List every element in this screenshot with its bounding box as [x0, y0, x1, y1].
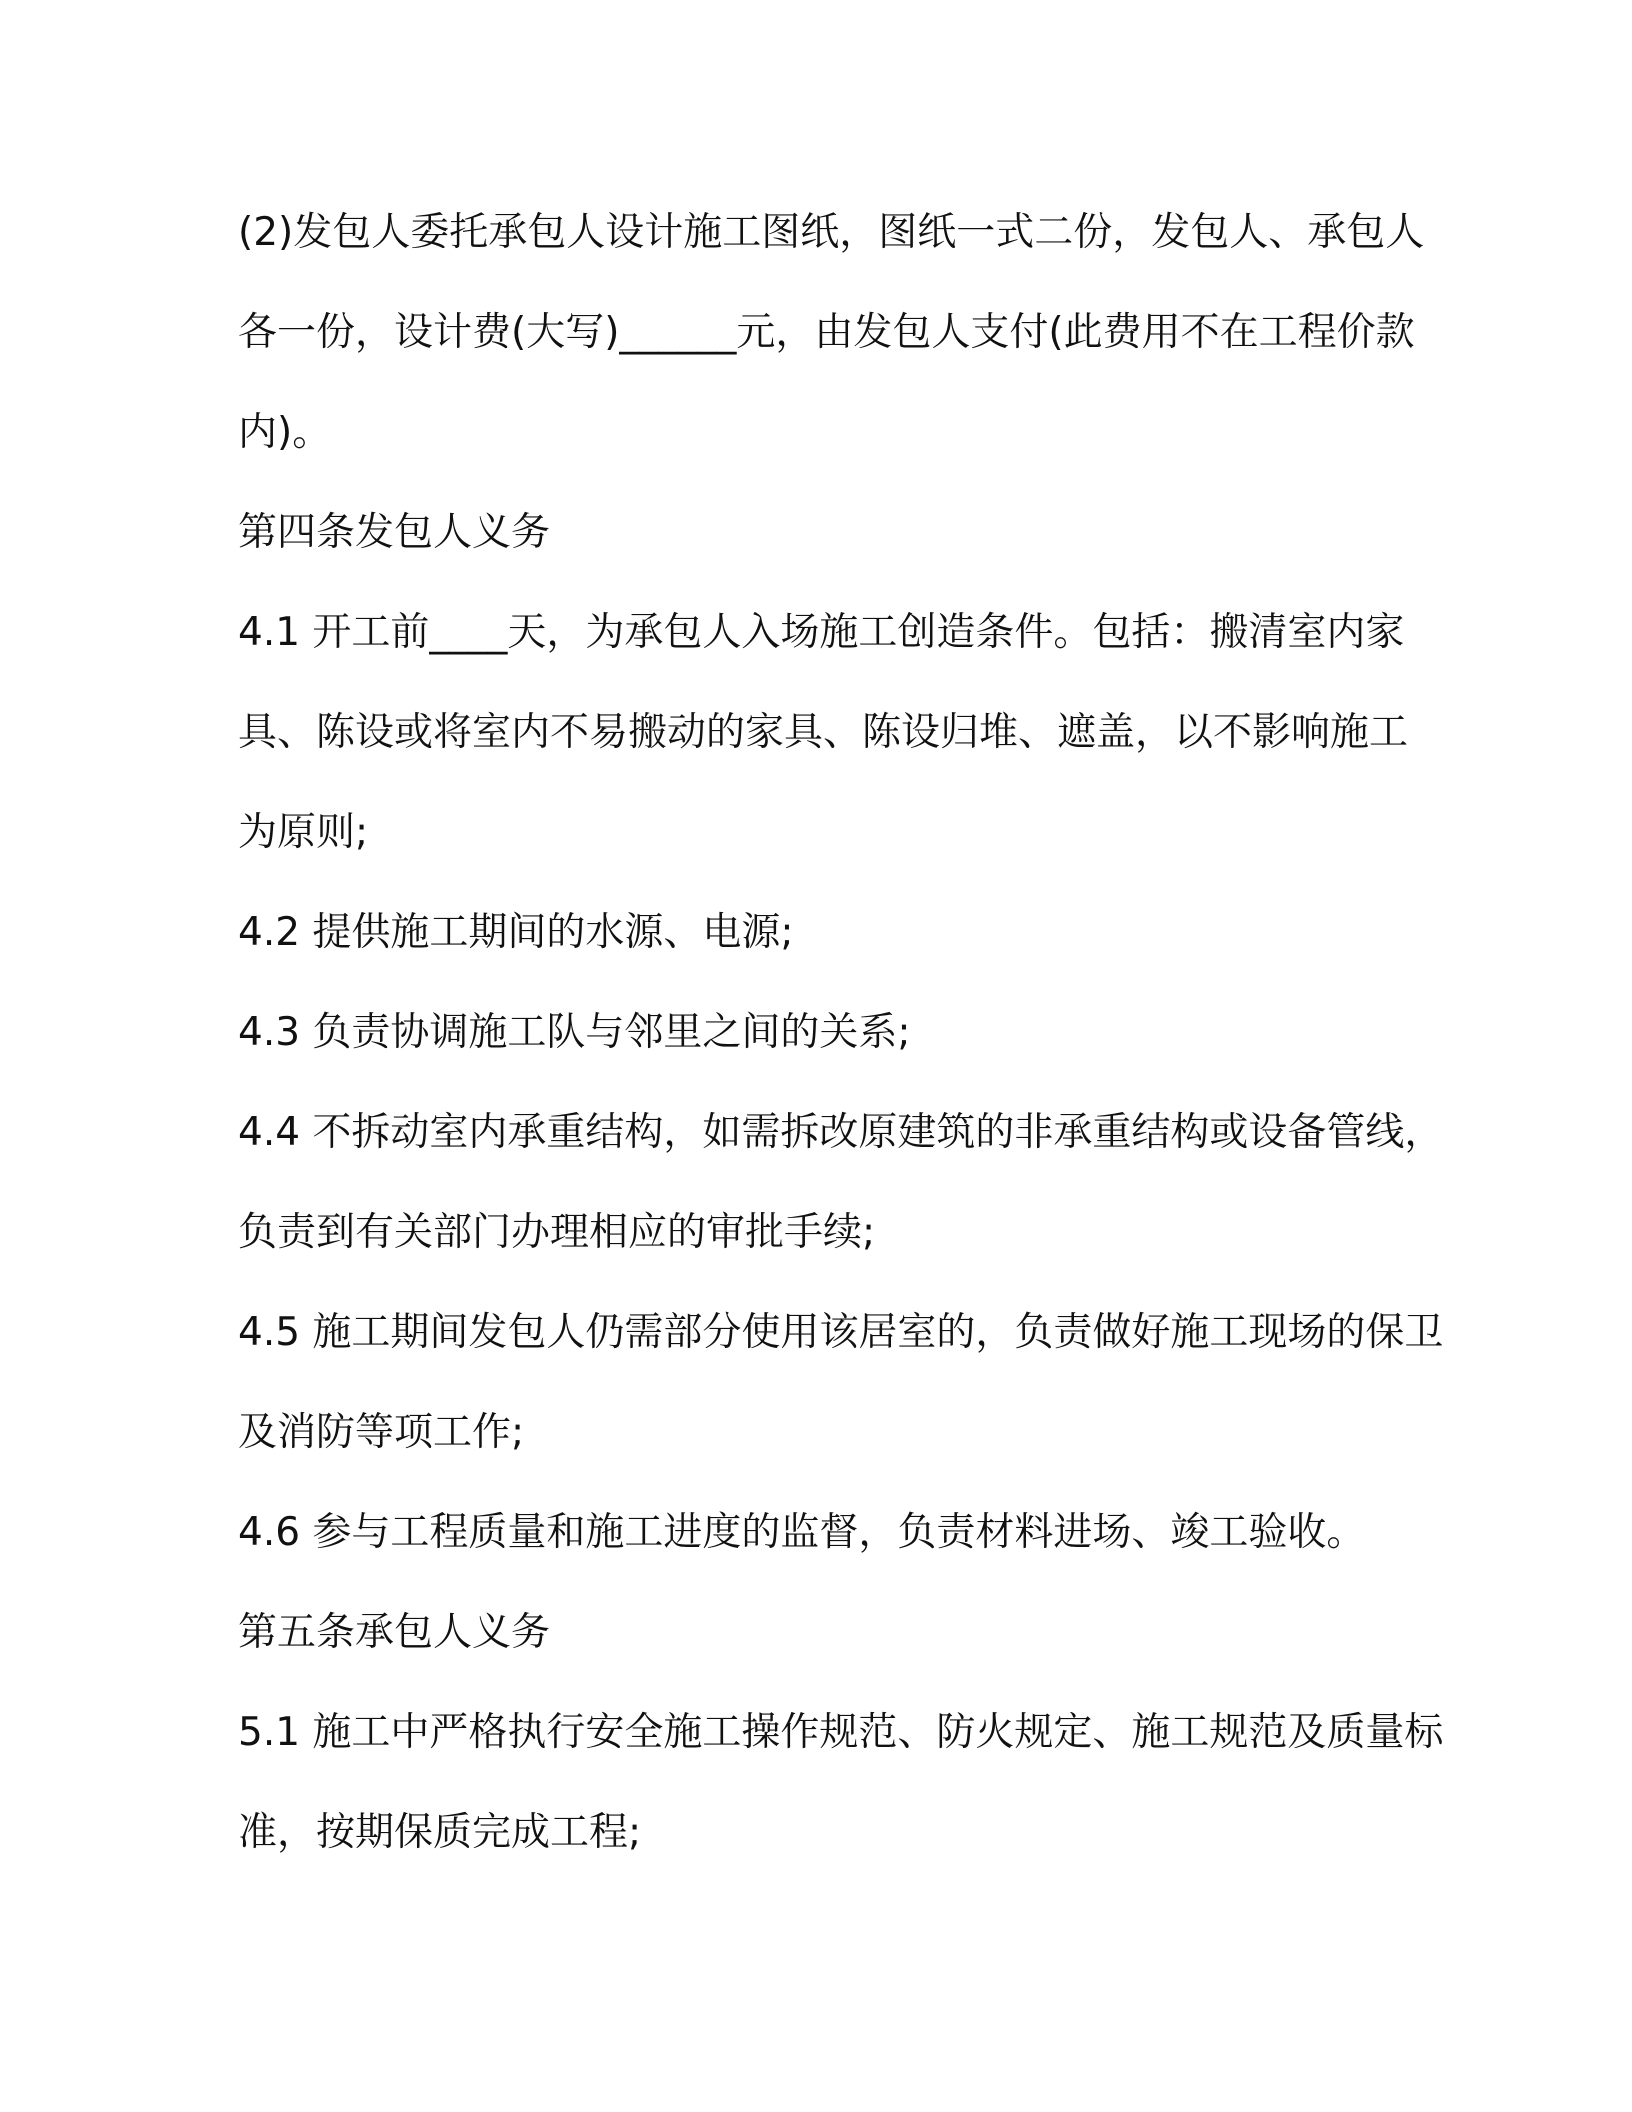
clause-4-1-line-3: 为原则;	[238, 810, 369, 855]
clause-4-3: 4.3 负责协调施工队与邻里之间的关系;	[238, 1010, 911, 1055]
text-line-design-fee-2: 各一份，设计费(大写)______元，由发包人支付(此费用不在工程价款	[238, 310, 1415, 355]
section-heading-article-5: 第五条承包人义务	[238, 1610, 551, 1655]
clause-4-4-line-1: 4.4 不拆动室内承重结构，如需拆改原建筑的非承重结构或设备管线，	[238, 1110, 1444, 1155]
clause-5-1-line-1: 5.1 施工中严格执行安全施工操作规范、防火规定、施工规范及质量标	[238, 1710, 1444, 1755]
clause-4-2: 4.2 提供施工期间的水源、电源;	[238, 910, 794, 955]
clause-4-5-line-1: 4.5 施工期间发包人仍需部分使用该居室的，负责做好施工现场的保卫	[238, 1310, 1444, 1355]
text-line-design-fee-3: 内)。	[238, 410, 332, 455]
clause-4-5-line-2: 及消防等项工作;	[238, 1410, 525, 1455]
clause-4-4-line-2: 负责到有关部门办理相应的审批手续;	[238, 1210, 876, 1255]
document-body	[238, 183, 1444, 1883]
clause-4-1-line-2: 具、陈设或将室内不易搬动的家具、陈设归堆、遮盖，以不影响施工	[238, 710, 1409, 755]
text-line-design-fee-1: (2)发包人委托承包人设计施工图纸，图纸一式二份，发包人、承包人	[238, 210, 1425, 255]
section-heading-article-4: 第四条发包人义务	[238, 510, 551, 555]
clause-4-1-line-1: 4.1 开工前____天，为承包人入场施工创造条件。包括：搬清室内家	[238, 610, 1405, 655]
clause-5-1-line-2: 准，按期保质完成工程;	[238, 1810, 642, 1855]
clause-4-6: 4.6 参与工程质量和施工进度的监督，负责材料进场、竣工验收。	[238, 1510, 1366, 1555]
